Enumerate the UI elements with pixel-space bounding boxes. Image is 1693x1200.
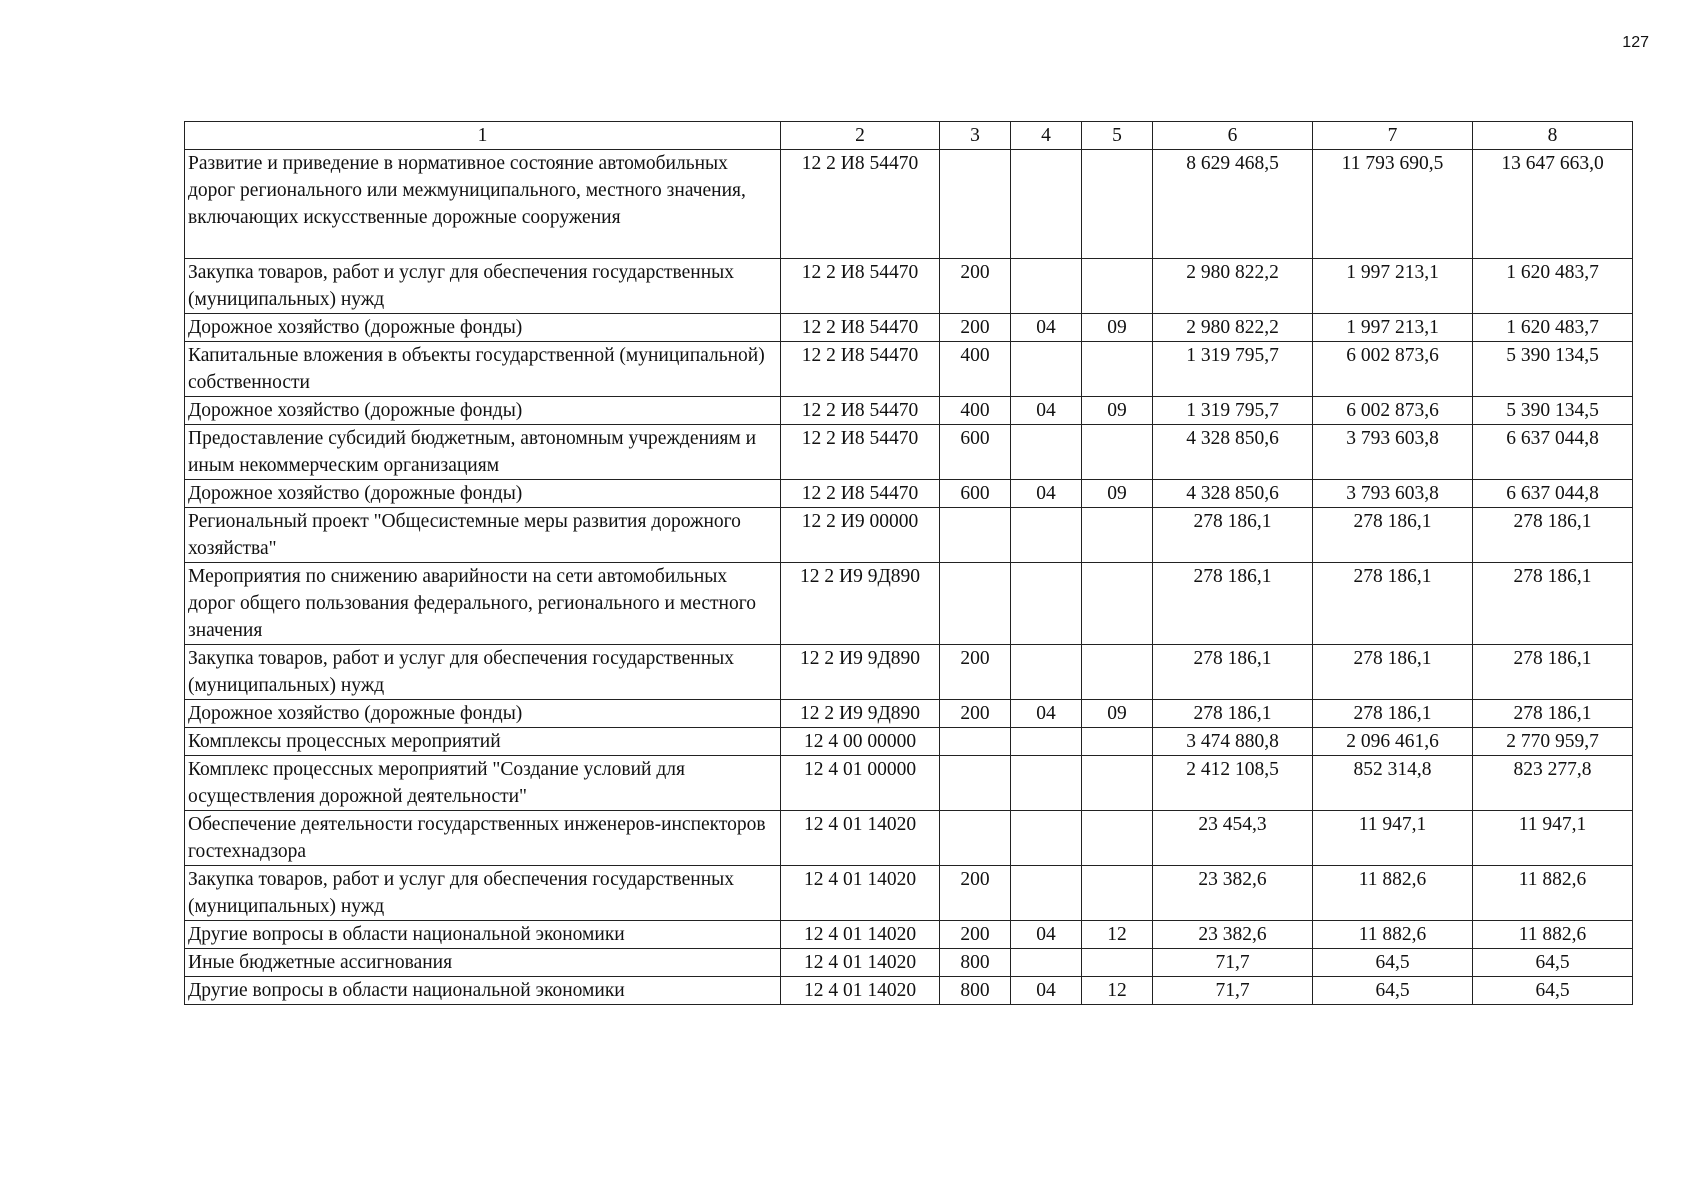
row-amount-col7-cell: 6 002 873,6 xyxy=(1313,342,1473,397)
row-expense-type-cell xyxy=(940,728,1011,756)
row-subsection-cell xyxy=(1082,756,1153,811)
row-expense-type-cell: 600 xyxy=(940,480,1011,508)
row-name-cell: Закупка товаров, работ и услуг для обеспечения государственных (муниципальных) нужд xyxy=(185,645,781,700)
table-row xyxy=(185,259,1633,314)
row-expense-type-cell xyxy=(940,563,1011,645)
row-name-cell: Мероприятия по снижению аварийности на сети автомобильных дорог общего пользования федерального, регионального и местного значения xyxy=(185,563,781,645)
row-name-cell: Развитие и приведение в нормативное состояние автомобильных дорог регионального или межмуниципального, местного значения, включающих искусственные дорожные сооружения xyxy=(185,150,781,259)
row-amount-col6-cell: 278 186,1 xyxy=(1153,700,1313,728)
table-row xyxy=(185,508,1633,563)
row-amount-col7-cell: 11 793 690,5 xyxy=(1313,150,1473,259)
row-amount-col6-cell: 71,7 xyxy=(1153,977,1313,1005)
row-target-code-cell: 12 2 И8 54470 xyxy=(781,150,940,259)
row-amount-col8-cell: 278 186,1 xyxy=(1473,700,1633,728)
row-amount-col8-cell: 64,5 xyxy=(1473,949,1633,977)
row-amount-col6-cell: 278 186,1 xyxy=(1153,645,1313,700)
row-target-code-cell: 12 4 01 14020 xyxy=(781,866,940,921)
table-row xyxy=(185,728,1633,756)
row-amount-col6-cell: 23 454,3 xyxy=(1153,811,1313,866)
row-amount-col8-cell: 6 637 044,8 xyxy=(1473,480,1633,508)
row-amount-col8-cell: 13 647 663,0 xyxy=(1473,150,1633,259)
row-name-cell: Региональный проект "Общесистемные меры развития дорожного хозяйства" xyxy=(185,508,781,563)
row-subsection-cell: 09 xyxy=(1082,314,1153,342)
row-amount-col6-cell: 278 186,1 xyxy=(1153,508,1313,563)
row-target-code-cell: 12 2 И9 9Д890 xyxy=(781,645,940,700)
row-target-code-cell: 12 2 И8 54470 xyxy=(781,425,940,480)
row-amount-col8-cell: 2 770 959,7 xyxy=(1473,728,1633,756)
row-subsection-cell: 09 xyxy=(1082,700,1153,728)
table-row xyxy=(185,425,1633,480)
row-section-cell: 04 xyxy=(1011,480,1082,508)
row-amount-col7-cell: 278 186,1 xyxy=(1313,700,1473,728)
page-number: 127 xyxy=(1622,34,1649,51)
row-name-cell: Комплекс процессных мероприятий "Создание условий для осуществления дорожной деятельности" xyxy=(185,756,781,811)
row-amount-col6-cell: 1 319 795,7 xyxy=(1153,342,1313,397)
row-target-code-cell: 12 2 И8 54470 xyxy=(781,259,940,314)
row-amount-col8-cell: 5 390 134,5 xyxy=(1473,342,1633,397)
table-row xyxy=(185,756,1633,811)
row-target-code-cell: 12 4 01 14020 xyxy=(781,811,940,866)
row-subsection-cell xyxy=(1082,508,1153,563)
row-name-cell: Закупка товаров, работ и услуг для обеспечения государственных (муниципальных) нужд xyxy=(185,866,781,921)
row-target-code-cell: 12 2 И8 54470 xyxy=(781,480,940,508)
row-amount-col7-cell: 278 186,1 xyxy=(1313,508,1473,563)
row-section-cell: 04 xyxy=(1011,397,1082,425)
row-name-cell: Дорожное хозяйство (дорожные фонды) xyxy=(185,480,781,508)
row-target-code-cell: 12 2 И9 9Д890 xyxy=(781,700,940,728)
row-amount-col7-cell: 64,5 xyxy=(1313,977,1473,1005)
row-section-cell xyxy=(1011,756,1082,811)
row-section-cell: 04 xyxy=(1011,977,1082,1005)
row-amount-col7-cell: 852 314,8 xyxy=(1313,756,1473,811)
row-expense-type-cell: 600 xyxy=(940,425,1011,480)
row-name-cell: Другие вопросы в области национальной экономики xyxy=(185,977,781,1005)
row-amount-col7-cell: 1 997 213,1 xyxy=(1313,314,1473,342)
row-amount-col7-cell: 11 947,1 xyxy=(1313,811,1473,866)
row-name-cell: Капитальные вложения в объекты государственной (муниципальной) собственности xyxy=(185,342,781,397)
row-amount-col6-cell: 4 328 850,6 xyxy=(1153,425,1313,480)
row-subsection-cell: 09 xyxy=(1082,397,1153,425)
row-amount-col6-cell: 23 382,6 xyxy=(1153,866,1313,921)
row-expense-type-cell xyxy=(940,811,1011,866)
row-amount-col7-cell: 278 186,1 xyxy=(1313,563,1473,645)
row-amount-col7-cell: 278 186,1 xyxy=(1313,645,1473,700)
row-amount-col6-cell: 1 319 795,7 xyxy=(1153,397,1313,425)
row-section-cell xyxy=(1011,150,1082,259)
row-subsection-cell xyxy=(1082,425,1153,480)
row-expense-type-cell: 400 xyxy=(940,342,1011,397)
row-amount-col6-cell: 8 629 468,5 xyxy=(1153,150,1313,259)
row-section-cell xyxy=(1011,728,1082,756)
row-expense-type-cell: 200 xyxy=(940,921,1011,949)
table-row xyxy=(185,977,1633,1005)
header-row xyxy=(185,122,1633,150)
budget-table xyxy=(184,121,1633,1005)
row-target-code-cell: 12 2 И8 54470 xyxy=(781,314,940,342)
header-cell: 5 xyxy=(1082,122,1153,150)
row-amount-col8-cell: 5 390 134,5 xyxy=(1473,397,1633,425)
row-amount-col6-cell: 2 980 822,2 xyxy=(1153,314,1313,342)
row-subsection-cell xyxy=(1082,150,1153,259)
row-expense-type-cell xyxy=(940,150,1011,259)
row-name-cell: Дорожное хозяйство (дорожные фонды) xyxy=(185,397,781,425)
row-amount-col7-cell: 6 002 873,6 xyxy=(1313,397,1473,425)
row-subsection-cell: 12 xyxy=(1082,977,1153,1005)
row-expense-type-cell: 200 xyxy=(940,259,1011,314)
row-amount-col8-cell: 823 277,8 xyxy=(1473,756,1633,811)
row-section-cell: 04 xyxy=(1011,314,1082,342)
row-section-cell xyxy=(1011,425,1082,480)
row-target-code-cell: 12 4 01 14020 xyxy=(781,977,940,1005)
row-amount-col8-cell: 64,5 xyxy=(1473,977,1633,1005)
row-subsection-cell xyxy=(1082,811,1153,866)
row-amount-col8-cell: 278 186,1 xyxy=(1473,645,1633,700)
row-expense-type-cell: 200 xyxy=(940,700,1011,728)
row-amount-col6-cell: 23 382,6 xyxy=(1153,921,1313,949)
row-expense-type-cell: 800 xyxy=(940,977,1011,1005)
header-cell: 1 xyxy=(185,122,781,150)
row-name-cell: Обеспечение деятельности государственных инженеров-инспекторов гостехнадзора xyxy=(185,811,781,866)
row-section-cell: 04 xyxy=(1011,921,1082,949)
row-section-cell xyxy=(1011,866,1082,921)
row-section-cell xyxy=(1011,563,1082,645)
row-amount-col7-cell: 11 882,6 xyxy=(1313,921,1473,949)
row-amount-col7-cell: 3 793 603,8 xyxy=(1313,480,1473,508)
row-amount-col7-cell: 1 997 213,1 xyxy=(1313,259,1473,314)
row-expense-type-cell xyxy=(940,756,1011,811)
table-row xyxy=(185,342,1633,397)
table-row xyxy=(185,397,1633,425)
row-expense-type-cell: 800 xyxy=(940,949,1011,977)
row-amount-col8-cell: 11 882,6 xyxy=(1473,866,1633,921)
row-name-cell: Закупка товаров, работ и услуг для обеспечения государственных (муниципальных) нужд xyxy=(185,259,781,314)
row-amount-col7-cell: 11 882,6 xyxy=(1313,866,1473,921)
row-amount-col8-cell: 1 620 483,7 xyxy=(1473,314,1633,342)
row-target-code-cell: 12 4 00 00000 xyxy=(781,728,940,756)
table-row xyxy=(185,150,1633,259)
header-cell: 2 xyxy=(781,122,940,150)
row-expense-type-cell: 200 xyxy=(940,645,1011,700)
row-amount-col7-cell: 64,5 xyxy=(1313,949,1473,977)
row-section-cell xyxy=(1011,645,1082,700)
row-subsection-cell xyxy=(1082,342,1153,397)
row-expense-type-cell xyxy=(940,508,1011,563)
row-subsection-cell xyxy=(1082,645,1153,700)
row-target-code-cell: 12 4 01 14020 xyxy=(781,921,940,949)
row-target-code-cell: 12 2 И9 9Д890 xyxy=(781,563,940,645)
header-cell: 3 xyxy=(940,122,1011,150)
row-section-cell xyxy=(1011,508,1082,563)
row-subsection-cell xyxy=(1082,259,1153,314)
table-row xyxy=(185,700,1633,728)
row-amount-col6-cell: 278 186,1 xyxy=(1153,563,1313,645)
header-cell: 8 xyxy=(1473,122,1633,150)
table-row xyxy=(185,949,1633,977)
row-name-cell: Иные бюджетные ассигнования xyxy=(185,949,781,977)
row-subsection-cell xyxy=(1082,866,1153,921)
row-name-cell: Предоставление субсидий бюджетным, автономным учреждениям и иным некоммерческим организациям xyxy=(185,425,781,480)
row-target-code-cell: 12 2 И8 54470 xyxy=(781,397,940,425)
table-row xyxy=(185,480,1633,508)
row-target-code-cell: 12 2 И9 00000 xyxy=(781,508,940,563)
row-subsection-cell xyxy=(1082,949,1153,977)
row-subsection-cell: 09 xyxy=(1082,480,1153,508)
row-amount-col8-cell: 6 637 044,8 xyxy=(1473,425,1633,480)
row-section-cell xyxy=(1011,949,1082,977)
row-name-cell: Дорожное хозяйство (дорожные фонды) xyxy=(185,314,781,342)
row-amount-col8-cell: 11 947,1 xyxy=(1473,811,1633,866)
table-row xyxy=(185,866,1633,921)
row-target-code-cell: 12 2 И8 54470 xyxy=(781,342,940,397)
row-amount-col8-cell: 278 186,1 xyxy=(1473,508,1633,563)
row-name-cell: Дорожное хозяйство (дорожные фонды) xyxy=(185,700,781,728)
table-row xyxy=(185,811,1633,866)
header-cell: 6 xyxy=(1153,122,1313,150)
row-name-cell: Комплексы процессных мероприятий xyxy=(185,728,781,756)
row-target-code-cell: 12 4 01 14020 xyxy=(781,949,940,977)
row-amount-col7-cell: 3 793 603,8 xyxy=(1313,425,1473,480)
row-amount-col6-cell: 3 474 880,8 xyxy=(1153,728,1313,756)
row-amount-col6-cell: 2 980 822,2 xyxy=(1153,259,1313,314)
row-name-cell: Другие вопросы в области национальной экономики xyxy=(185,921,781,949)
row-section-cell xyxy=(1011,342,1082,397)
table-row xyxy=(185,314,1633,342)
row-amount-col6-cell: 71,7 xyxy=(1153,949,1313,977)
row-subsection-cell xyxy=(1082,728,1153,756)
row-section-cell xyxy=(1011,811,1082,866)
row-subsection-cell: 12 xyxy=(1082,921,1153,949)
table-row xyxy=(185,563,1633,645)
row-section-cell xyxy=(1011,259,1082,314)
row-expense-type-cell: 400 xyxy=(940,397,1011,425)
header-cell: 7 xyxy=(1313,122,1473,150)
row-amount-col6-cell: 4 328 850,6 xyxy=(1153,480,1313,508)
row-amount-col8-cell: 1 620 483,7 xyxy=(1473,259,1633,314)
row-expense-type-cell: 200 xyxy=(940,866,1011,921)
row-amount-col8-cell: 11 882,6 xyxy=(1473,921,1633,949)
row-section-cell: 04 xyxy=(1011,700,1082,728)
row-amount-col6-cell: 2 412 108,5 xyxy=(1153,756,1313,811)
row-expense-type-cell: 200 xyxy=(940,314,1011,342)
table-row xyxy=(185,645,1633,700)
row-target-code-cell: 12 4 01 00000 xyxy=(781,756,940,811)
table-row xyxy=(185,921,1633,949)
row-amount-col7-cell: 2 096 461,6 xyxy=(1313,728,1473,756)
header-cell: 4 xyxy=(1011,122,1082,150)
row-subsection-cell xyxy=(1082,563,1153,645)
row-amount-col8-cell: 278 186,1 xyxy=(1473,563,1633,645)
